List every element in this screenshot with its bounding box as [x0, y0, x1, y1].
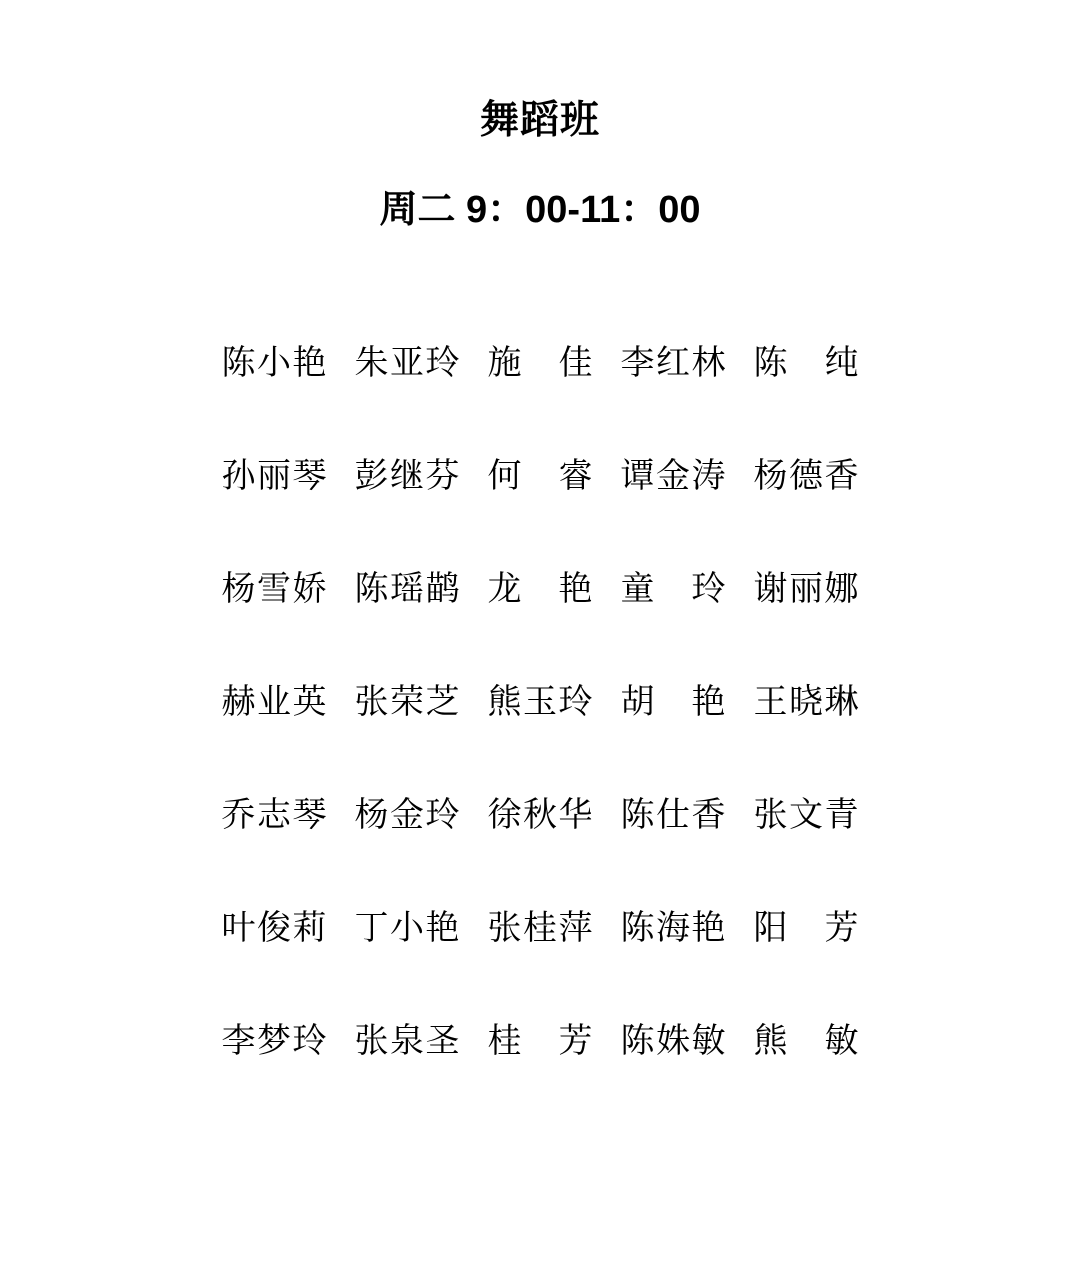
roster-row — [0, 346, 1080, 382]
roster-name: 李梦玲 — [221, 1023, 327, 1060]
roster-name: 孙丽琴 — [221, 458, 327, 495]
roster-row — [0, 459, 1080, 495]
name-roster — [0, 346, 1080, 1060]
document-page — [0, 100, 1080, 1060]
roster-name: 陈小艳 — [221, 345, 327, 382]
roster-name: 陈海艳 — [620, 910, 726, 947]
roster-name: 童玲 — [620, 571, 726, 608]
roster-name: 谭金涛 — [620, 458, 726, 495]
roster-name: 胡艳 — [620, 684, 726, 721]
page-title: 舞蹈班 — [479, 99, 600, 142]
roster-name: 施佳 — [487, 345, 593, 382]
roster-name: 陈仕香 — [620, 797, 726, 834]
roster-name: 徐秋华 — [487, 797, 593, 834]
roster-name: 阳芳 — [753, 910, 859, 947]
roster-name: 陈纯 — [753, 345, 859, 382]
roster-row — [0, 685, 1080, 721]
roster-name: 杨雪娇 — [221, 571, 327, 608]
roster-name: 赫业英 — [221, 684, 327, 721]
roster-name: 陈姝敏 — [620, 1023, 726, 1060]
roster-row — [0, 572, 1080, 608]
roster-name: 桂芳 — [487, 1023, 593, 1060]
roster-name: 张桂萍 — [487, 910, 593, 947]
roster-name: 谢丽娜 — [753, 571, 859, 608]
class-schedule: 周二 9：00-11：00 — [379, 189, 701, 231]
roster-name: 丁小艳 — [354, 910, 460, 947]
roster-name: 陈瑶鹋 — [354, 571, 460, 608]
roster-name: 张文青 — [753, 797, 859, 834]
roster-name: 龙艳 — [487, 571, 593, 608]
roster-name: 杨金玲 — [354, 797, 460, 834]
roster-name: 熊敏 — [753, 1023, 859, 1060]
roster-name: 张泉圣 — [354, 1023, 460, 1060]
roster-name: 何睿 — [487, 458, 593, 495]
roster-name: 杨德香 — [753, 458, 859, 495]
roster-row — [0, 798, 1080, 834]
roster-name: 朱亚玲 — [354, 345, 460, 382]
roster-name: 彭继芬 — [354, 458, 460, 495]
roster-row — [0, 1024, 1080, 1060]
roster-row — [0, 911, 1080, 947]
roster-name: 熊玉玲 — [487, 684, 593, 721]
roster-name: 李红林 — [620, 345, 726, 382]
roster-name: 王晓琳 — [753, 684, 859, 721]
roster-name: 乔志琴 — [221, 797, 327, 834]
roster-name: 张荣芝 — [354, 684, 460, 721]
roster-name: 叶俊莉 — [221, 910, 327, 947]
